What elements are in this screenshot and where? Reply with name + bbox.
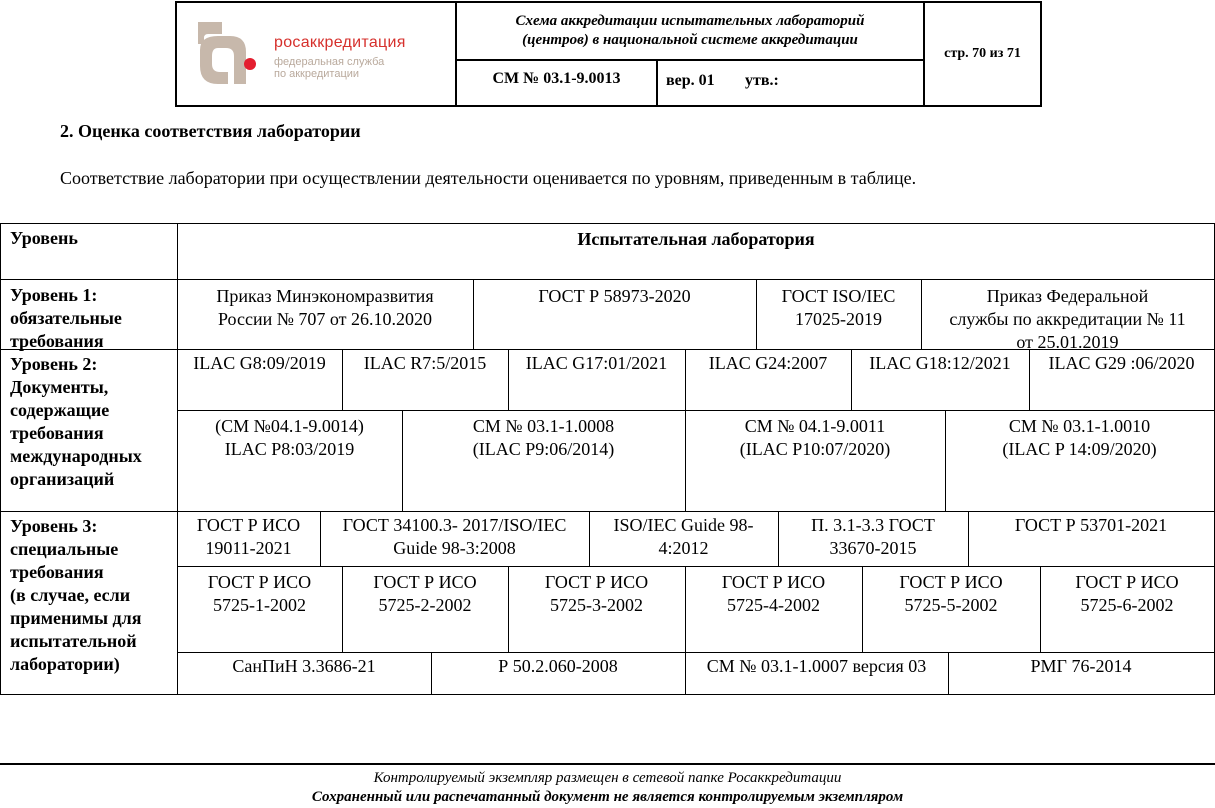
doc-version: вер. 01 [666, 72, 715, 89]
level2-cell: СМ № 04.1-9.0011 (ILAC P10:07/2020) [739, 416, 891, 459]
section-intro: Соответствие лаборатории при осуществлении деятельности оценивается по уровням, приведенным в таблице. [60, 168, 917, 188]
level3-cell: СМ № 03.1-1.0007 версия 03 [706, 656, 927, 676]
level2-cell: ILAC R7:5/2015 [363, 353, 487, 373]
level1-label: Уровень 1: обязательные требования [10, 285, 122, 351]
doc-approved: утв.: [745, 72, 779, 89]
level3-cell: ГОСТ Р 53701-2021 [1014, 515, 1168, 535]
level1-cell-order-707: Приказ Минэкономразвития России № 707 от 26.10.2020 [216, 286, 434, 329]
level2-cell: ILAC G17:01/2021 [525, 353, 668, 373]
level3-label: Уровень 3: специальные требования (в случае, если применимы для испытательной лаборатории) [10, 516, 142, 674]
table-head-level: Уровень [10, 228, 78, 248]
level3-cell: ГОСТ Р ИСО 5725-3-2002 [544, 572, 649, 615]
level3-cell: П. 3.1-3.3 ГОСТ 33670-2015 [811, 515, 935, 558]
table-head-lab: Испытательная лаборатория [577, 229, 815, 249]
level3-cell: ГОСТ 34100.3- 2017/ISO/IEC Guide 98-3:2008 [342, 515, 567, 558]
level3-cell: ISO/IEC Guide 98- 4:2012 [613, 515, 754, 558]
level2-label: Уровень 2: Документы, содержащие требования международных организаций [10, 354, 142, 489]
logo-brand-text: росаккредитация [274, 34, 406, 51]
level2-cell: ILAC G8:09/2019 [193, 353, 326, 373]
level1-cell-gost-58973: ГОСТ Р 58973-2020 [538, 286, 691, 306]
level3-cell: ГОСТ Р ИСО 19011-2021 [196, 515, 301, 558]
level2-cell: (СМ №04.1-9.0014) ILAC P8:03/2019 [215, 416, 364, 459]
level3-cell: ГОСТ Р ИСО 5725-5-2002 [899, 572, 1003, 615]
scheme-title-line1: Схема аккредитации испытательных лабораторий [515, 13, 865, 29]
level2-cell: ILAC G18:12/2021 [869, 353, 1011, 373]
level3-cell: ГОСТ Р ИСО 5725-6-2002 [1075, 572, 1179, 615]
level3-cell: ГОСТ Р ИСО 5725-4-2002 [721, 572, 826, 615]
assessment-table [0, 223, 1215, 695]
level1-cell-order-11: Приказ Федеральной службы по аккредитации № 11 от 25.01.2019 [949, 286, 1186, 352]
footer-line1: Контролируемый экземпляр размещен в сетевой папке Росаккредитации [373, 770, 842, 786]
rosaccreditation-emblem-icon [190, 16, 256, 88]
rosaccreditation-logo [190, 16, 430, 92]
level2-cell: ILAC G24:2007 [708, 353, 828, 373]
doc-number: СМ № 03.1-9.0013 [492, 70, 621, 87]
logo-subtitle-line1: федеральная служба [274, 56, 385, 68]
level2-cell: СМ № 03.1-1.0010 (ILAC P 14:09/2020) [1002, 416, 1157, 459]
scheme-title [457, 12, 923, 50]
logo-subtitle-line2: по аккредитации [274, 68, 360, 80]
footer-rule [0, 763, 1215, 765]
level3-cell: ГОСТ Р ИСО 5725-1-2002 [207, 572, 312, 615]
level2-cell: СМ № 03.1-1.0008 (ILAC P9:06/2014) [472, 416, 615, 459]
level1-cell-iso-17025: ГОСТ ISO/IEC 17025-2019 [781, 286, 896, 329]
section-title: 2. Оценка соответствия лаборатории [60, 121, 361, 141]
level3-cell: Р 50.2.060-2008 [498, 656, 618, 676]
level3-cell: РМГ 76-2014 [1030, 656, 1132, 676]
footer-line2: Сохраненный или распечатанный документ не является контролируемым экземпляром [311, 789, 904, 805]
level3-cell: ГОСТ Р ИСО 5725-2-2002 [373, 572, 477, 615]
scheme-title-line2: (центров) в национальной системе аккредитации [522, 32, 858, 48]
page-number: стр. 70 из 71 [944, 46, 1021, 61]
level2-cell: ILAC G29 :06/2020 [1048, 353, 1195, 373]
level3-cell: СанПиН 3.3686-21 [232, 656, 376, 676]
